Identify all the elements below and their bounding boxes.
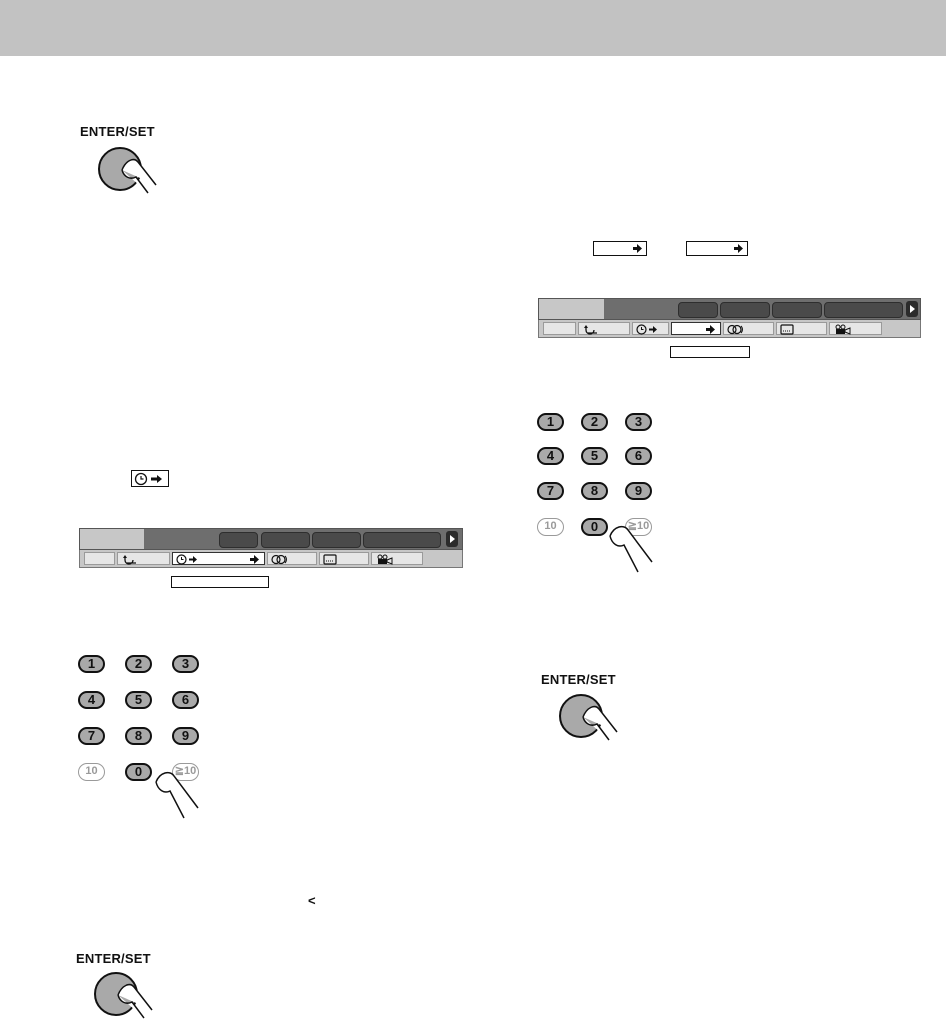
key-7[interactable]: 7 (78, 727, 105, 745)
enter-set-button-icon[interactable] (557, 690, 637, 752)
audio-icon (727, 324, 745, 335)
arrow-right-icon (734, 243, 744, 254)
key-9[interactable]: 9 (172, 727, 199, 745)
arrow-box-2 (686, 241, 748, 256)
angle-icon (834, 324, 852, 335)
key-1[interactable]: 1 (78, 655, 105, 673)
key-3[interactable]: 3 (625, 413, 652, 431)
clock-arrow-icon (176, 554, 198, 565)
osd-input-box-right (670, 346, 750, 358)
arrow-right-icon (250, 554, 260, 565)
key-2[interactable]: 2 (581, 413, 608, 431)
enter-set-label: ENTER/SET (76, 951, 151, 966)
enter-set-label: ENTER/SET (80, 124, 155, 139)
arrow-right-icon (633, 243, 643, 254)
subtitle-icon (323, 554, 337, 565)
play-triangle-icon (446, 531, 458, 547)
key-10-plus[interactable]: ≧10 (625, 518, 652, 536)
key-10[interactable]: 10 (78, 763, 105, 781)
key-0[interactable]: 0 (125, 763, 152, 781)
enter-set-label: ENTER/SET (541, 672, 616, 687)
finger-press-icon (604, 522, 664, 578)
play-triangle-icon (906, 301, 918, 317)
arrow-right-icon (706, 324, 716, 335)
key-10[interactable]: 10 (537, 518, 564, 536)
key-8[interactable]: 8 (125, 727, 152, 745)
key-4[interactable]: 4 (537, 447, 564, 465)
clock-arrow-icon (134, 472, 168, 486)
finger-press-icon (150, 768, 210, 824)
repeat-icon (583, 324, 603, 335)
key-6[interactable]: 6 (625, 447, 652, 465)
osd-bar-right (538, 298, 921, 346)
subtitle-icon (780, 324, 794, 335)
key-2[interactable]: 2 (125, 655, 152, 673)
key-10-plus[interactable]: ≧10 (172, 763, 199, 781)
key-5[interactable]: 5 (125, 691, 152, 709)
angle-icon (376, 554, 394, 565)
clock-arrow-icon (636, 324, 658, 335)
enter-set-button-icon[interactable] (96, 143, 176, 205)
audio-icon (271, 554, 289, 565)
arrow-box-1 (593, 241, 647, 256)
key-3[interactable]: 3 (172, 655, 199, 673)
header-band (0, 0, 946, 56)
key-0[interactable]: 0 (581, 518, 608, 536)
less-than-symbol: < (308, 893, 316, 908)
key-1[interactable]: 1 (537, 413, 564, 431)
key-5[interactable]: 5 (581, 447, 608, 465)
key-7[interactable]: 7 (537, 482, 564, 500)
clock-arrow-box (131, 470, 169, 487)
key-6[interactable]: 6 (172, 691, 199, 709)
key-9[interactable]: 9 (625, 482, 652, 500)
osd-bar-left (79, 528, 463, 576)
repeat-icon (122, 554, 142, 565)
key-4[interactable]: 4 (78, 691, 105, 709)
key-8[interactable]: 8 (581, 482, 608, 500)
osd-input-box-left (171, 576, 269, 588)
enter-set-button-icon[interactable] (92, 968, 172, 1029)
